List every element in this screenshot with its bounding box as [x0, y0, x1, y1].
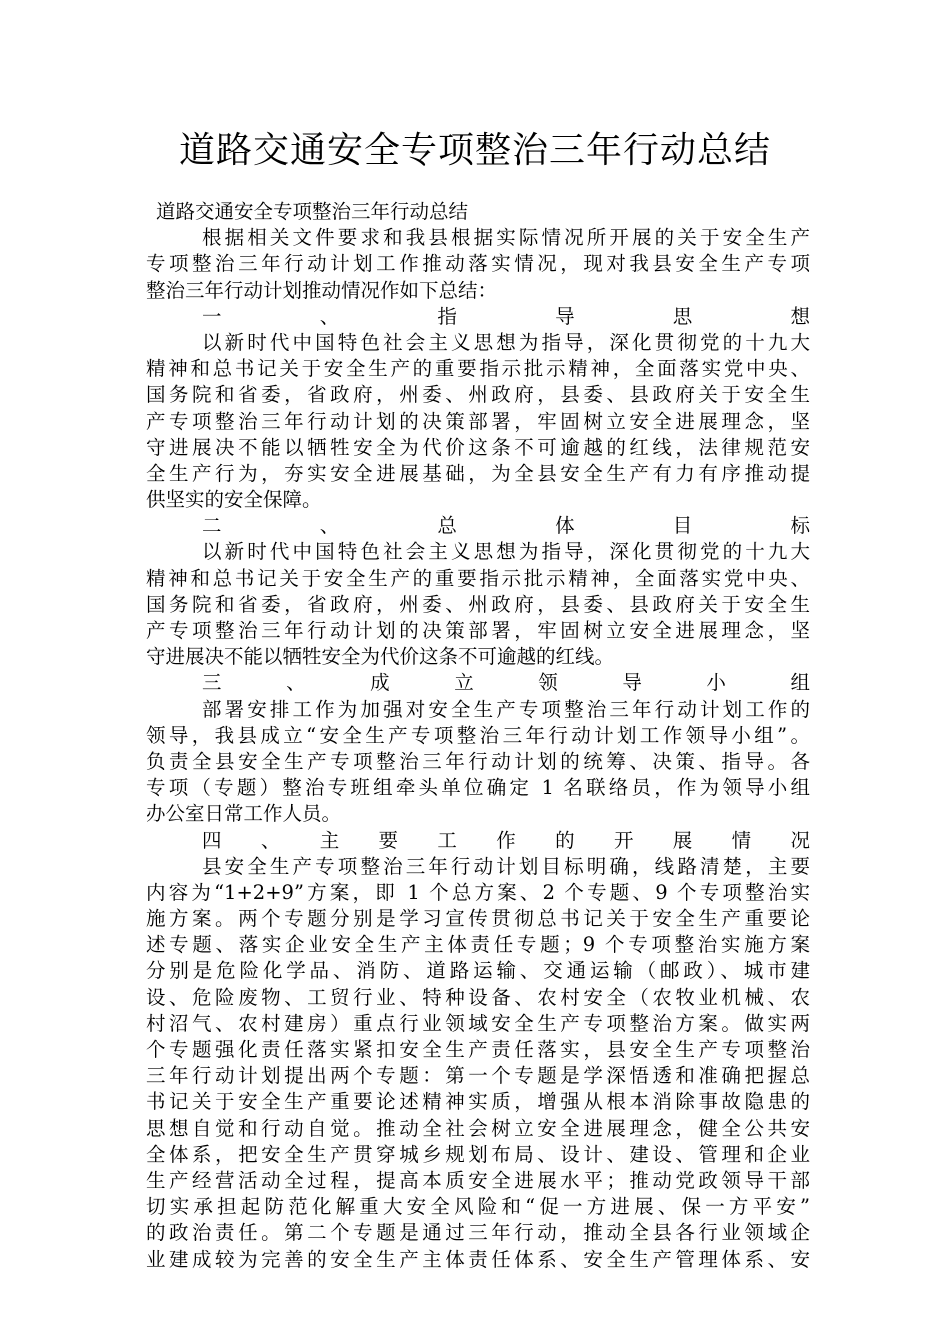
text-line: 部署安排工作为加强对安全生产专项整治三年行动计划工作的: [202, 697, 810, 721]
text-line: 业建成较为完善的安全生产主体责任体系、安全生产管理体系、安: [146, 1247, 810, 1271]
text-line: 国务院和省委，省政府，州委、州政府，县委、县政府关于安全生: [146, 592, 810, 616]
text-line: 专项整治三年行动计划工作推动落实情况，现对我县安全生产专项: [146, 252, 810, 276]
text-line: 办公室日常工作人员。: [146, 802, 342, 826]
text-line: 内容为“1+2+9”方案，即 1 个总方案、2 个专题、9 个专项整治实: [146, 880, 810, 904]
text-line: 全体系，把安全生产贯穿城乡规划布局、设计、建设、管理和企业: [146, 1142, 810, 1166]
text-line: 书记关于安全生产重要论述精神实质，增强从根本消除事故隐患的: [146, 1090, 810, 1114]
text-line: 产专项整治三年行动计划的决策部署，牢固树立安全进展理念，坚: [146, 409, 810, 433]
text-line: 精神和总书记关于安全生产的重要指示批示精神，全面落实党中央、: [146, 566, 810, 590]
text-line: 三、成立领导小组: [202, 671, 810, 695]
text-line: 专项（专题）整治专班组牵头单位确定 1 名联络员，作为领导小组: [146, 776, 810, 800]
text-line: 个专题强化责任落实紧扣安全生产责任落实，县安全生产专项整治: [146, 1038, 810, 1061]
text-line: 负责全县安全生产专项整治三年行动计划的统筹、决策、指导。各: [146, 749, 810, 773]
text-line: 思想自觉和行动自觉。推动全社会树立安全进展理念，健全公共安: [146, 1116, 810, 1140]
text-line: 国务院和省委，省政府，州委、州政府，县委、县政府关于安全生: [146, 383, 810, 407]
text-line: 供坚实的安全保障。: [146, 488, 322, 512]
text-line: 根据相关文件要求和我县根据实际情况所开展的关于安全生产: [202, 226, 810, 250]
text-line: 切实承担起防范化解重大安全风险和“促一方进展、保一方平安”: [146, 1195, 810, 1219]
text-line: 四、主要工作的开展情况: [202, 828, 810, 852]
text-line: 分别是危险化学品、消防、道路运输、交通运输（邮政）、城市建: [146, 959, 810, 983]
text-line: 三年行动计划提出两个专题：第一个专题是学深悟透和准确把握总: [146, 1064, 810, 1088]
text-line: 领导，我县成立“安全生产专项整治三年行动计划工作领导小组”。: [146, 723, 810, 747]
text-line: 以新时代中国特色社会主义思想为指导，深化贯彻党的十九大: [202, 330, 810, 354]
text-line: 产专项整治三年行动计划的决策部署，牢固树立安全进展理念，坚: [146, 619, 810, 642]
text-line: 村沼气、农村建房）重点行业领域安全生产专项整治方案。做实两: [146, 1011, 810, 1035]
document-title: 道路交通安全专项整治三年行动总结: [178, 130, 771, 171]
text-line: 生产经营活动全过程，提高本质安全进展水平；推动党政领导干部: [146, 1168, 810, 1192]
text-line: 以新时代中国特色社会主义思想为指导，深化贯彻党的十九大: [202, 540, 810, 564]
text-line: 守进展决不能以牺牲安全为代价这条不可逾越的红线。: [146, 645, 615, 669]
text-line: 一、指导思想: [202, 304, 810, 328]
text-line: 施方案。两个专题分别是学习宣传贯彻总书记关于安全生产重要论: [146, 907, 810, 931]
text-line: 设、危险废物、工贸行业、特种设备、农村安全（农牧业机械、农: [146, 985, 810, 1009]
text-line: 精神和总书记关于安全生产的重要指示批示精神，全面落实党中央、: [146, 357, 810, 381]
document-subtitle: 道路交通安全专项整治三年行动总结: [156, 200, 469, 223]
text-line: 守进展决不能以牺牲安全为代价这条不可逾越的红线，法律规范安: [146, 435, 810, 459]
document-body: [146, 199, 810, 1273]
text-line: 述专题、落实企业安全生产主体责任专题；9 个专项整治实施方案: [146, 933, 810, 957]
text-line: 的政治责任。第二个专题是通过三年行动，推动全县各行业领域企: [146, 1221, 810, 1245]
text-line: 二、总体目标: [202, 514, 810, 538]
text-line: 全生产行为，夯实安全进展基础，为全县安全生产有力有序推动提: [146, 461, 810, 485]
text-line: 整治三年行动计划推动情况作如下总结：: [146, 278, 498, 302]
text-line: 县安全生产专项整治三年行动计划目标明确，线路清楚，主要: [202, 854, 810, 878]
